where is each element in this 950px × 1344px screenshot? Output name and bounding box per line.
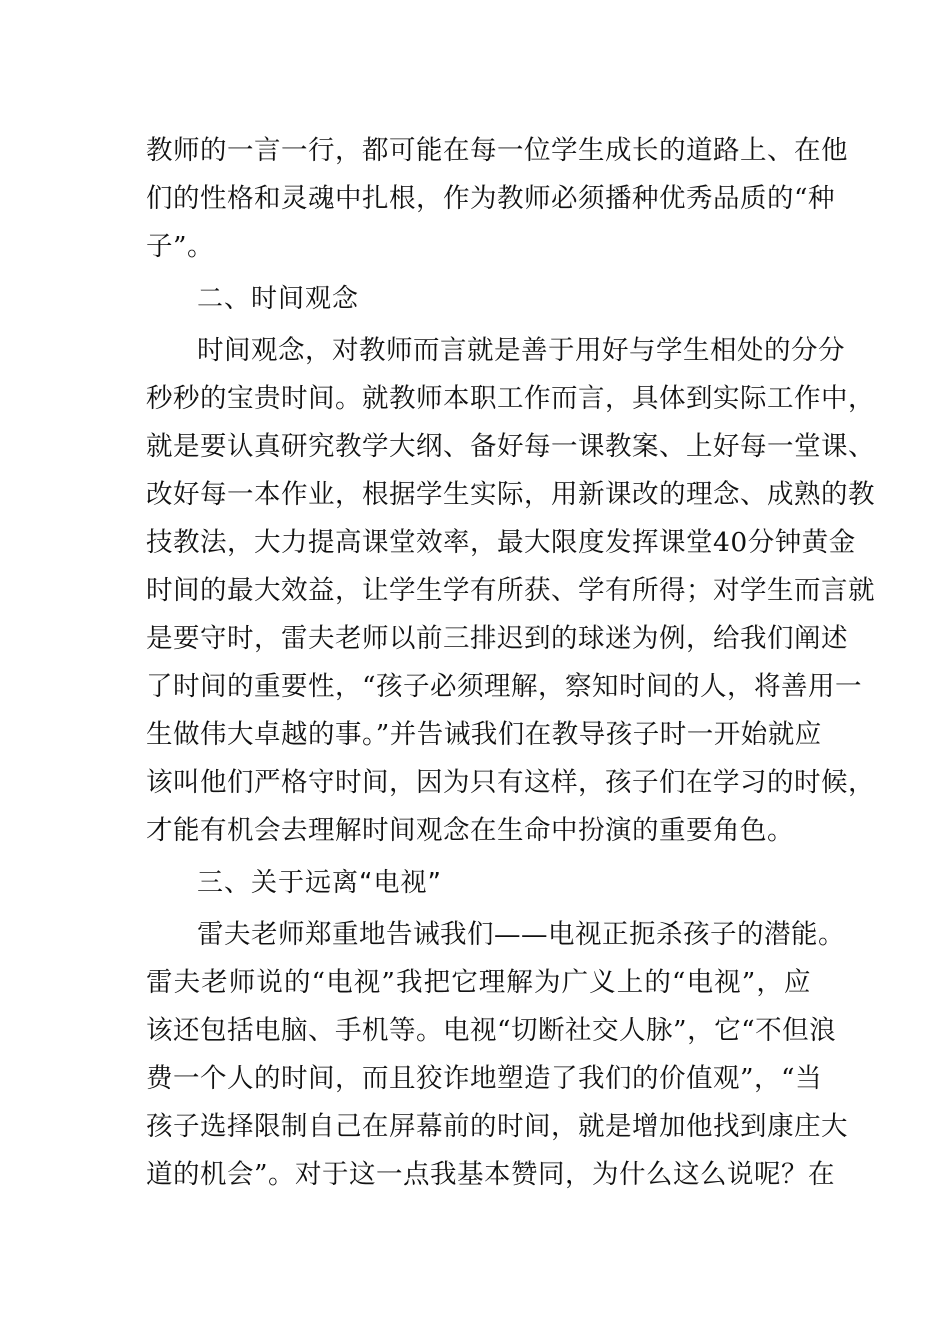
paragraph-line: 生做伟大卓越的事。”并告诫我们在教导孩子时一开始就应 (146, 719, 822, 750)
paragraph-line: 该叫他们严格守时间，因为只有这样，孩子们在学习的时候， (146, 767, 875, 798)
paragraph-line: 时间观念，对教师而言就是善于用好与学生相处的分分 (197, 335, 845, 366)
paragraph-line: 雷夫老师郑重地告诫我们——电视正扼杀孩子的潜能。 (197, 919, 845, 950)
paragraph-line: 教师的一言一行，都可能在每一位学生成长的道路上、在他 (146, 135, 848, 166)
paragraph-line: 该还包括电脑、手机等。电视“切断社交人脉”，它“不但浪 (146, 1015, 837, 1046)
paragraph-line: 是要守时，雷夫老师以前三排迟到的球迷为例，给我们阐述 (146, 623, 848, 654)
section-heading-time: 二、时间观念 (197, 284, 360, 314)
section-heading-tv: 三、关于远离“电视” (197, 868, 442, 898)
paragraph-line: 就是要认真研究教学大纲、备好每一课教案、上好每一堂课、 (146, 431, 875, 462)
paragraph-line: 秒秒的宝贵时间。就教师本职工作而言，具体到实际工作中， (146, 383, 875, 414)
paragraph-line: 才能有机会去理解时间观念在生命中扮演的重要角色。 (146, 815, 794, 846)
paragraph-line: 雷夫老师说的“电视”我把它理解为广义上的“电视”，应 (146, 967, 811, 998)
paragraph-line: 道的机会”。对于这一点我基本赞同，为什么这么说呢？在 (146, 1159, 836, 1190)
paragraph-line: 子”。 (146, 231, 215, 262)
paragraph-line: 孩子选择限制自己在屏幕前的时间，就是增加他找到康庄大 (146, 1111, 848, 1142)
paragraph-line: 了时间的重要性，“孩子必须理解，察知时间的人，将善用一 (146, 671, 863, 702)
paragraph-line: 们的性格和灵魂中扎根，作为教师必须播种优秀品质的“种 (146, 183, 836, 214)
paragraph-line: 费一个人的时间，而且狡诈地塑造了我们的价值观”，“当 (146, 1063, 823, 1094)
paragraph-line: 时间的最大效益，让学生学有所获、学有所得；对学生而言就 (146, 575, 875, 606)
paragraph-line: 技教法，大力提高课堂效率，最大限度发挥课堂40分钟黄金 (146, 527, 856, 558)
paragraph-line: 改好每一本作业，根据学生实际，用新课改的理念、成熟的教 (146, 479, 875, 510)
